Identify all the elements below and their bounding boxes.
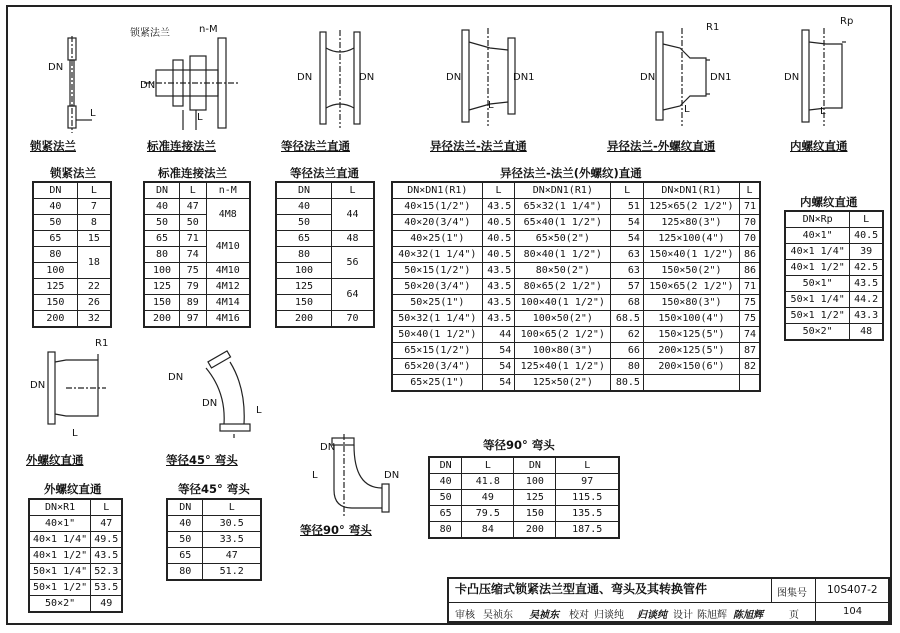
table-row: 40 30.5 <box>167 516 261 532</box>
lock-l-label: L <box>90 108 96 119</box>
std-flange-caption: 标准连接法兰 <box>147 139 216 153</box>
ext-thread-caption: 外螺纹直通 <box>26 453 84 467</box>
table-row: 50×1 1/2" 53.5 <box>29 580 122 596</box>
table-row: 40 44 <box>276 199 374 215</box>
elbow45-caption: 等径45° 弯头 <box>166 453 238 467</box>
title-divider <box>771 579 772 602</box>
table-row: 50×32(1 1/4") 43.5 100×50(2") 68.5 150×100(4") 75 <box>392 311 760 327</box>
drawing-title: 卡凸压缩式锁紧法兰型直通、弯头及其转换管件 <box>455 582 708 596</box>
table-row: 50×1 1/4" 52.3 <box>29 564 122 580</box>
lock-table-title: 锁紧法兰 <box>50 166 96 180</box>
page-number: 104 <box>843 606 863 617</box>
elbow45-dn-top: DN <box>168 372 184 383</box>
table-row: 125 64 <box>276 279 374 295</box>
table-row: DN L DN L <box>429 457 619 474</box>
elbow90-dn-right: DN <box>384 470 400 481</box>
table-row: 125 79 4M12 <box>144 279 250 295</box>
equal-flange-table <box>275 181 375 328</box>
table-row: DN×Rp L <box>785 211 883 228</box>
page-label: 页 <box>789 610 799 621</box>
lock-flange-drawing <box>40 38 100 138</box>
reducing-dn-label: DN <box>446 72 462 83</box>
review-signature: 吴祯东 <box>529 610 559 621</box>
int-table-title: 内螺纹直通 <box>800 195 858 209</box>
review-name: 吴祯东 <box>483 610 513 621</box>
lock-dn-label: DN <box>48 62 64 73</box>
table-row: 65×15(1/2") 54 100×80(3") 66 200×125(5") 87 <box>392 343 760 359</box>
int-thread-drawing <box>800 28 860 128</box>
table-row: 40×1 1/4" 49.5 <box>29 532 122 548</box>
check-signature: 归谈纯 <box>637 610 667 621</box>
elbow45-table-title: 等径45° 弯头 <box>178 482 250 496</box>
equal-flange-caption: 等径法兰直通 <box>281 139 350 153</box>
table-row: 50×15(1/2") 43.5 80×50(2") 63 150×50(2") 86 <box>392 263 760 279</box>
lock-flange-caption: 锁紧法兰 <box>30 139 76 153</box>
reducing-ext-dn-label: DN <box>640 72 656 83</box>
std-lock-label: 锁紧法兰 <box>130 28 170 39</box>
equal-table-title: 等径法兰直通 <box>290 166 359 180</box>
table-row: 40 47 4M8 <box>144 199 250 215</box>
elbow90-caption: 等径90° 弯头 <box>300 523 372 537</box>
reducing-ext-l-label: L <box>684 104 690 115</box>
int-thread-caption: 内螺纹直通 <box>790 139 848 153</box>
table-row: 40×1" 40.5 <box>785 228 883 244</box>
table-row: 200 32 <box>33 311 111 328</box>
table-row: 50×1 1/4" 44.2 <box>785 292 883 308</box>
table-row: 50 33.5 <box>167 532 261 548</box>
reducing-table <box>391 181 761 392</box>
table-row: DN×DN1(R1) L DN×DN1(R1) L DN×DN1(R1) L <box>392 182 760 199</box>
table-row: 40 7 <box>33 199 111 215</box>
table-row: 40×25(1") 40.5 65×50(2") 54 125×100(4") 70 <box>392 231 760 247</box>
table-row: 50 50 <box>144 215 250 231</box>
lock-flange-table <box>32 181 112 328</box>
int-rp-label: Rp <box>840 16 854 27</box>
reducing-flange-drawing <box>460 28 520 128</box>
table-row: 150 26 <box>33 295 111 311</box>
reducing-ext-caption: 异径法兰-外螺纹直通 <box>607 139 716 153</box>
design-label: 设计 <box>673 610 693 621</box>
table-row: 40×32(1 1/4") 40.5 80×40(1 1/2") 63 150×40(1 1/2") 86 <box>392 247 760 263</box>
elbow90-l-label: L <box>312 470 318 481</box>
table-row: 50×2" 49 <box>29 596 122 613</box>
table-row: 40×1 1/4" 39 <box>785 244 883 260</box>
std-flange-table <box>143 181 251 328</box>
table-row: 40×1 1/2" 43.5 <box>29 548 122 564</box>
table-row: 80 74 <box>144 247 250 263</box>
elbow45-table <box>166 498 262 581</box>
table-row: 200 70 <box>276 311 374 328</box>
table-row: 65 71 4M10 <box>144 231 250 247</box>
elbow45-l-label: L <box>256 405 262 416</box>
table-row: 50 8 <box>33 215 111 231</box>
table-row: 150 <box>276 295 374 311</box>
table-row: 65 15 <box>33 231 111 247</box>
ext-table-title: 外螺纹直通 <box>44 482 102 496</box>
table-row: 65×25(1") 54 125×50(2") 80.5 <box>392 375 760 392</box>
std-table-title: 标准连接法兰 <box>158 166 227 180</box>
table-row: DN L <box>167 499 261 516</box>
int-l-label: L <box>820 106 826 117</box>
title-block <box>447 577 890 623</box>
table-row: 50 <box>276 215 374 231</box>
table-row: 150 89 4M14 <box>144 295 250 311</box>
elbow90-dn-top: DN <box>320 442 336 453</box>
table-row: 50×20(3/4") 43.5 80×65(2 1/2") 57 150×65(2 1/2") 71 <box>392 279 760 295</box>
equal-dn-label: DN <box>297 72 313 83</box>
table-row: 80 18 <box>33 247 111 263</box>
table-row: DN L <box>276 182 374 199</box>
table-row: 50 49 125 115.5 <box>429 490 619 506</box>
atlas-number: 10S407-2 <box>827 584 878 596</box>
table-row: 80 84 200 187.5 <box>429 522 619 539</box>
check-name: 归谈纯 <box>594 610 624 621</box>
reducing-flange-caption: 异径法兰-法兰直通 <box>430 139 527 153</box>
table-row: 50×1" 43.5 <box>785 276 883 292</box>
table-row: DN L n-M <box>144 182 250 199</box>
signature-row <box>449 602 888 624</box>
table-row: 65 47 <box>167 548 261 564</box>
ext-l-label: L <box>72 428 78 439</box>
elbow90-table <box>428 456 620 539</box>
elbow45-drawing <box>188 352 258 442</box>
elbow45-dn-bottom: DN <box>202 398 218 409</box>
int-thread-table <box>784 210 884 341</box>
table-row: 125 22 <box>33 279 111 295</box>
table-row: 65 48 <box>276 231 374 247</box>
ext-dn-label: DN <box>30 380 46 391</box>
elbow90-table-title: 等径90° 弯头 <box>483 438 555 452</box>
ext-r1-label: R1 <box>95 338 109 349</box>
design-signature: 陈旭辉 <box>733 610 763 621</box>
reducing-ext-r1-label: R1 <box>706 22 720 33</box>
reducing-ext-dn1-label: DN1 <box>710 72 732 83</box>
table-row: 40×15(1/2") 43.5 65×32(1 1/4") 51 125×65(2 1/2") 71 <box>392 199 760 215</box>
ext-thread-table <box>28 498 123 613</box>
ext-thread-drawing <box>46 350 116 430</box>
table-row: 80 51.2 <box>167 564 261 581</box>
reducing-dn1-label: DN1 <box>513 72 535 83</box>
table-row: DN L <box>33 182 111 199</box>
reducing-table-title: 异径法兰-法兰(外螺纹)直通 <box>500 166 642 180</box>
table-row: 40×20(3/4") 40.5 65×40(1 1/2") 54 125×80(3") 70 <box>392 215 760 231</box>
table-row: 200 97 4M16 <box>144 311 250 328</box>
table-row: DN×R1 L <box>29 499 122 516</box>
atlas-label: 图集号 <box>777 588 807 599</box>
reducing-l-label: L <box>488 100 494 111</box>
equal-dn-label-right: DN <box>359 72 375 83</box>
std-nm-label: n-M <box>199 24 218 35</box>
table-row: 65×20(3/4") 54 125×40(1 1/2") 80 200×150(6") 82 <box>392 359 760 375</box>
design-name: 陈旭辉 <box>697 610 727 621</box>
table-row: 65 79.5 150 135.5 <box>429 506 619 522</box>
table-row: 100 <box>276 263 374 279</box>
table-row: 50×2" 48 <box>785 324 883 341</box>
int-dn-label: DN <box>784 72 800 83</box>
std-l-label: L <box>197 112 203 123</box>
table-row: 50×40(1 1/2") 44 100×65(2 1/2") 62 150×125(5") 74 <box>392 327 760 343</box>
table-row: 40×1" 47 <box>29 516 122 532</box>
table-row: 40×1 1/2" 42.5 <box>785 260 883 276</box>
table-row: 50×1 1/2" 43.3 <box>785 308 883 324</box>
table-row: 100 <box>33 263 111 279</box>
table-row: 50×25(1") 43.5 100×40(1 1/2") 68 150×80(3") 75 <box>392 295 760 311</box>
review-label: 审核 <box>455 610 475 621</box>
std-dn-label: DN <box>140 80 156 91</box>
table-row: 40 41.8 100 97 <box>429 474 619 490</box>
table-row: 100 75 4M10 <box>144 263 250 279</box>
table-row: 80 56 <box>276 247 374 263</box>
check-label: 校对 <box>569 610 589 621</box>
